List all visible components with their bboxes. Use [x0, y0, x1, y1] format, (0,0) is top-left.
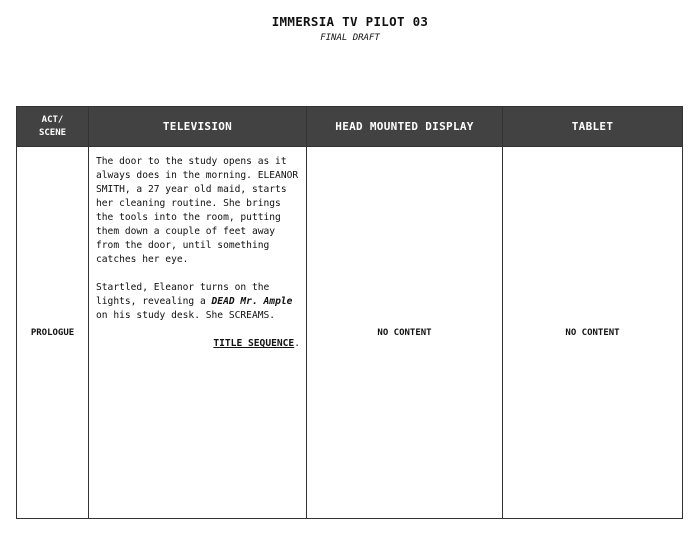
transition-text: TITLE SEQUENCE: [213, 338, 295, 349]
transition-line: [96, 337, 300, 351]
document-title: IMMERSIA TV PILOT 03: [271, 14, 429, 29]
transition-suffix: .: [294, 338, 300, 349]
header-head-mounted-display: HEAD MOUNTED DISPLAY: [307, 107, 502, 146]
action-paragraph: [96, 281, 300, 323]
header-tablet: TABLET: [503, 107, 682, 146]
header-television: TELEVISION: [89, 107, 306, 146]
television-cell: [89, 147, 306, 518]
scene-label: PROLOGUE: [30, 327, 75, 338]
header-act-scene: ACT/ SCENE: [17, 107, 88, 146]
document-subtitle: FINAL DRAFT: [320, 33, 380, 43]
hmd-cell: NO CONTENT: [377, 327, 432, 338]
action-text: on his study desk. She SCREAMS.: [96, 310, 276, 321]
emphasis-text: DEAD Mr. Ample: [211, 296, 293, 307]
action-text: Startled, Eleanor turns on the lights, revealing a: [96, 282, 270, 307]
tablet-cell: NO CONTENT: [565, 327, 620, 338]
script-table: [16, 106, 683, 519]
action-paragraph: The door to the study opens as it always does in the morning. ELEANOR SMITH, a 27 year old maid, starts her cleaning routine. She brings the tools into the room, putting them down a couple of feet away from the door, until something catches her eye.: [96, 156, 299, 265]
